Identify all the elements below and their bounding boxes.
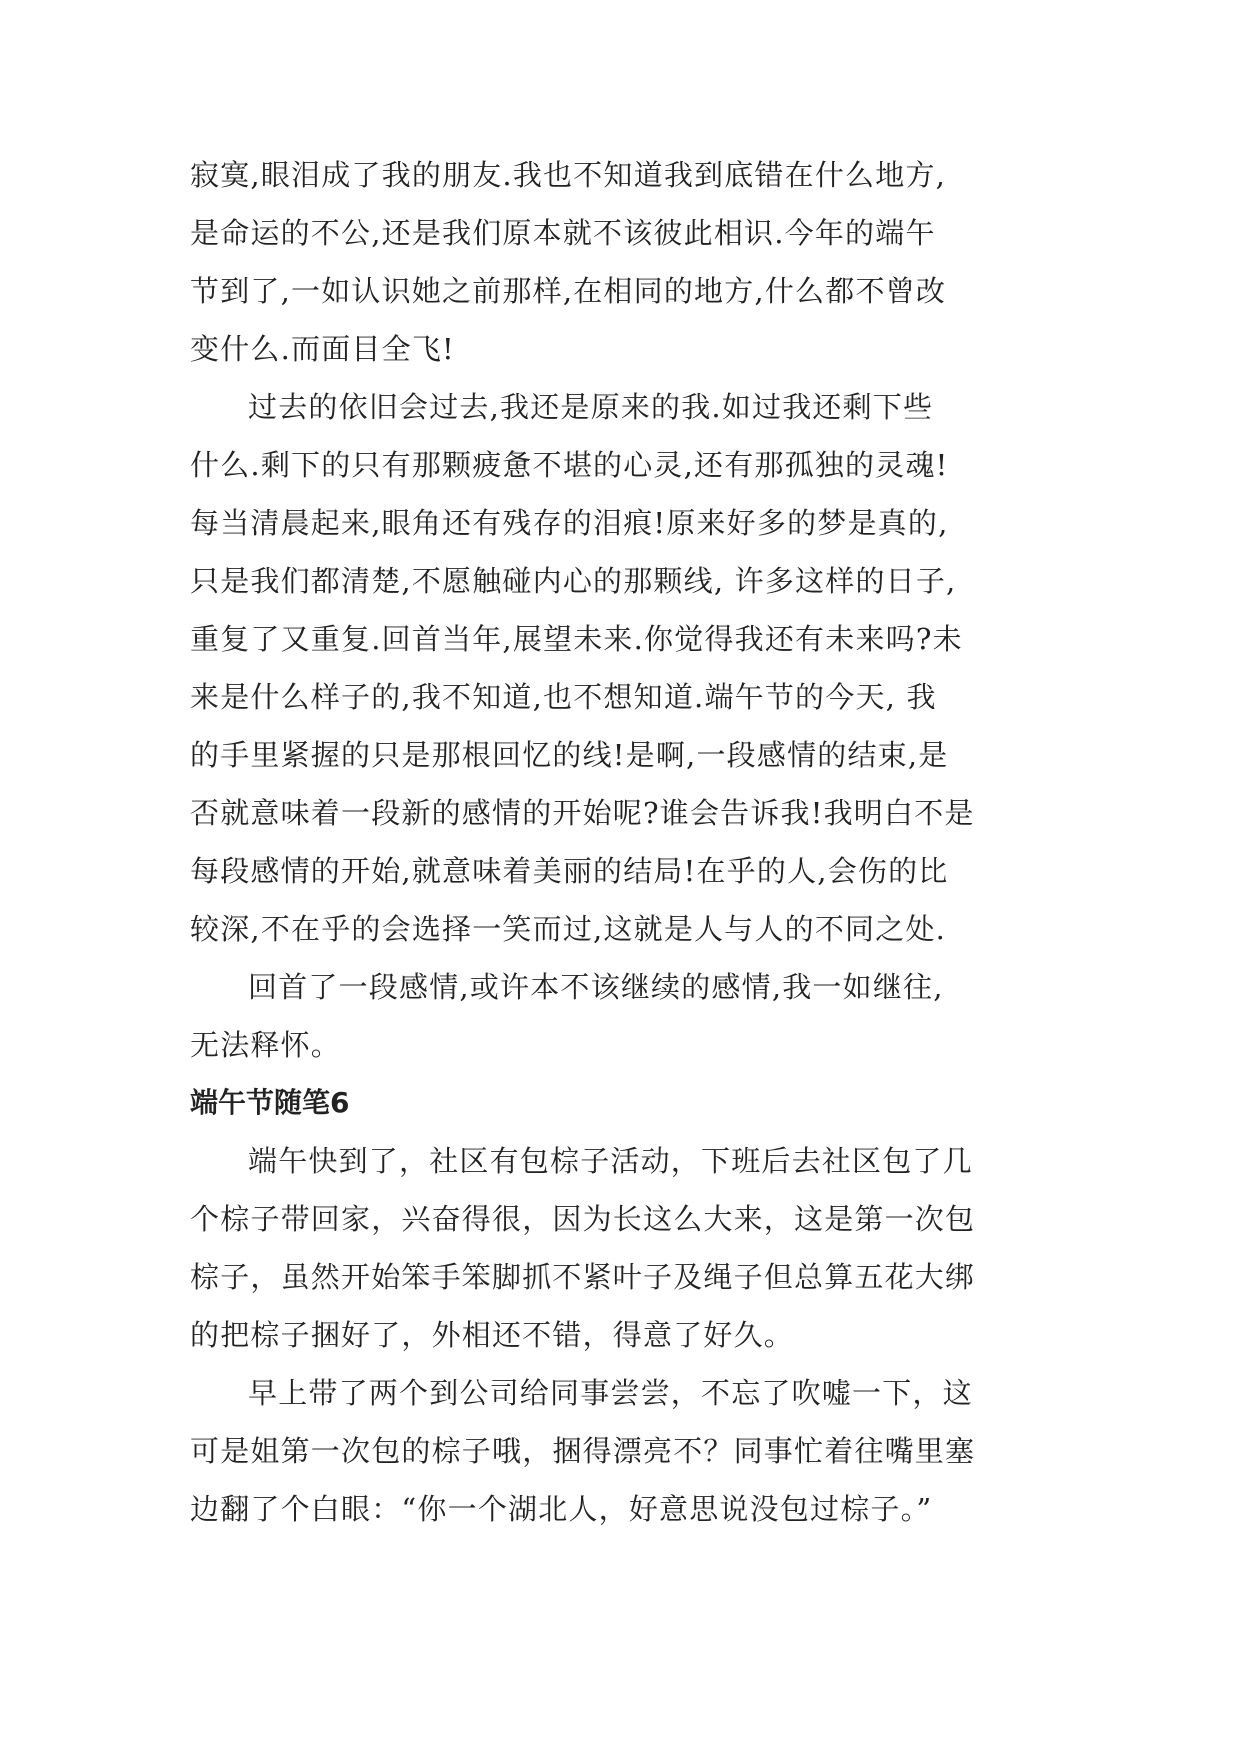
text-line: 来是什么样子的,我不知道,也不想知道.端午节的今天, 我 [190,680,937,714]
text-line: 可是姐第一次包的棕子哦，捆得漂亮不？同事忙着往嘴里塞 [190,1434,976,1468]
text-line: 棕子，虽然开始笨手笨脚抓不紧叶子及绳子但总算五花大绑 [190,1260,976,1294]
text-line: 变什么.而面目全飞! [190,332,455,366]
text-line: 是命运的不公,还是我们原本就不该彼此相识.今年的端午 [190,216,936,250]
document-body [190,146,1060,1538]
paragraph-3 [190,958,1060,1074]
section-heading: 端午节随笔6 [190,1086,350,1119]
text-line: 较深,不在乎的会选择一笑而过,这就是人与人的不同之处. [190,912,947,946]
text-line: 个棕子带回家，兴奋得很，因为长这么大来，这是第一次包 [190,1202,976,1236]
text-line: 回首了一段感情,或许本不该继续的感情,我一如继往, [248,970,944,1004]
text-line: 的手里紧握的只是那根回忆的线!是啊,一段感情的结束,是 [190,738,949,772]
paragraph-1 [190,146,1060,378]
text-line: 每当清晨起来,眼角还有残存的泪痕!原来好多的梦是真的, [190,506,949,540]
text-line: 寂寞,眼泪成了我的朋友.我也不知道我到底错在什么地方, [190,158,947,192]
text-line: 什么.剩下的只有那颗疲惫不堪的心灵,还有那孤独的灵魂! [190,448,949,482]
text-line: 无法释怀。 [190,1028,342,1062]
text-line: 只是我们都清楚,不愿触碰内心的那颗线, 许多这样的日子, [190,564,957,598]
text-line: 早上带了两个到公司给同事尝尝，不忘了吹嘘一下，这 [248,1376,973,1410]
text-line: 每段感情的开始,就意味着美丽的结局!在乎的人,会伤的比 [190,854,949,888]
paragraph-5 [190,1364,1060,1538]
text-line: 边翻了个白眼：“你一个湖北人，好意思说没包过棕子。” [190,1492,933,1526]
text-line: 端午快到了，社区有包棕子活动，下班后去社区包了几 [248,1144,973,1178]
text-line: 否就意味着一段新的感情的开始呢?谁会告诉我!我明白不是 [190,796,975,830]
paragraph-2 [190,378,1060,958]
text-line: 节到了,一如认识她之前那样,在相同的地方,什么都不曾改 [190,274,947,308]
text-line: 重复了又重复.回首当年,展望未来.你觉得我还有未来吗?未 [190,622,963,656]
paragraph-4 [190,1132,1060,1364]
text-line: 过去的依旧会过去,我还是原来的我.如过我还剩下些 [248,390,934,424]
text-line: 的把棕子捆好了，外相还不错，得意了好久。 [190,1318,795,1352]
